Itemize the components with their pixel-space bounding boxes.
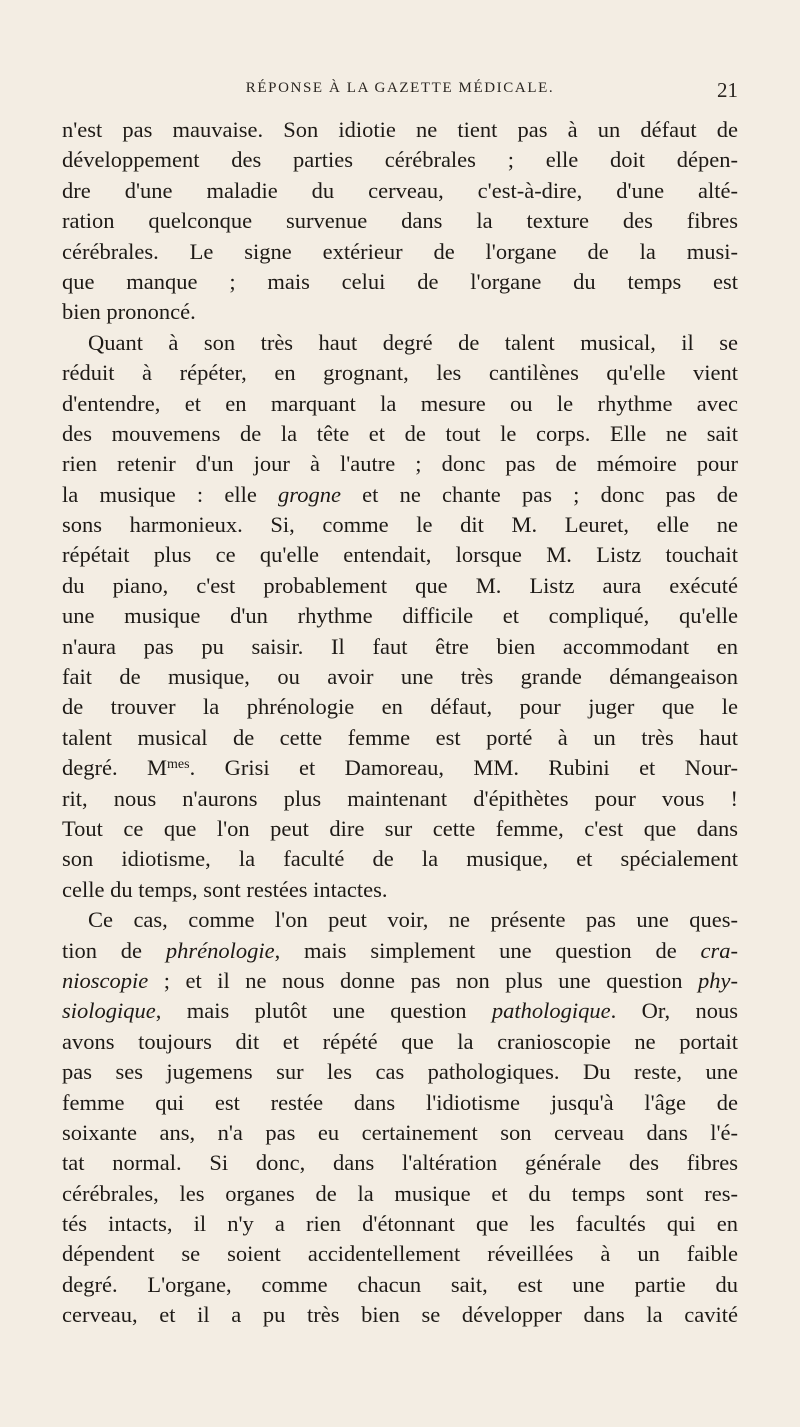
- italic-word: phrénologie: [165, 937, 275, 963]
- text-line: pas ses jugemens sur les cas pathologiques. Du reste, une: [62, 1059, 738, 1085]
- text-line: ration quelconque survenue dans la texture des fibres: [62, 208, 738, 234]
- superscript: mes: [167, 757, 190, 773]
- text-line: nioscopie ; et il ne nous donne pas non plus une question phy-: [62, 967, 738, 993]
- running-head: [62, 80, 738, 110]
- text-line: tion de phrénologie, mais simplement une question de cra-: [62, 937, 738, 963]
- italic-word: nioscopie: [62, 967, 149, 993]
- text-line: cerveau, et il a pu très bien se développer dans la cavité: [62, 1302, 738, 1328]
- text-line: talent musical de cette femme est porté à un très haut: [62, 724, 738, 750]
- text-line: tat normal. Si donc, dans l'altération générale des fibres: [62, 1150, 738, 1176]
- text-line: bien prononcé.: [62, 299, 196, 325]
- paragraph-start: Ce cas, comme l'on peut voir, ne présente pas une ques-: [88, 907, 738, 933]
- text-line: sons harmonieux. Si, comme le dit M. Leuret, elle ne: [62, 512, 738, 538]
- text-line: degré. L'organe, comme chacun sait, est une partie du: [62, 1271, 738, 1297]
- italic-word: siologique: [62, 998, 156, 1024]
- running-title: RÉPONSE À LA GAZETTE MÉDICALE.: [245, 80, 555, 96]
- text-line: celle du temps, sont restées intactes.: [62, 876, 388, 902]
- text-line: d'entendre, et en marquant la mesure ou le rhythme avec: [62, 390, 738, 416]
- italic-word: pathologique: [491, 998, 611, 1024]
- text-line: n'est pas mauvaise. Son idiotie ne tient pas à un défaut de: [62, 117, 738, 142]
- text-line: développement des parties cérébrales ; elle doit dépen-: [62, 147, 738, 173]
- text-line: Tout ce que l'on peut dire sur cette femme, c'est que dans: [62, 815, 738, 841]
- italic-word: phy-: [698, 967, 738, 993]
- text-line: répétait plus ce qu'elle entendait, lorsque M. Listz touchait: [62, 542, 738, 568]
- text-line: son idiotisme, la faculté de la musique, et spécialement: [62, 846, 738, 872]
- text-line: cérébrales. Le signe extérieur de l'organe de la musi-: [62, 238, 738, 264]
- italic-word: cra-: [700, 937, 738, 963]
- text-line: fait de musique, ou avoir une très grande démangeaison: [62, 664, 738, 690]
- text-line: du piano, c'est probablement que M. Listz aura exécuté: [62, 572, 738, 598]
- text-line: soixante ans, n'a pas eu certainement son cerveau dans l'é-: [62, 1119, 738, 1145]
- text-line: de trouver la phrénologie en défaut, pour juger que le: [62, 694, 738, 720]
- page-number: 21: [717, 78, 738, 102]
- italic-word: grogne: [278, 481, 341, 507]
- text-line: rien retenir d'un jour à l'autre ; donc pas de mémoire pour: [62, 451, 738, 477]
- text-line: la musique : elle grogne et ne chante pas ; donc pas de: [62, 481, 738, 507]
- text-line: tés intacts, il n'y a rien d'étonnant que les facultés qui en: [62, 1211, 738, 1237]
- text-line: que manque ; mais celui de l'organe du temps est: [62, 268, 738, 294]
- paragraph-start: Quant à son très haut degré de talent musical, il se: [88, 329, 738, 355]
- text-line: rit, nous n'aurons plus maintenant d'épithètes pour vous !: [62, 785, 738, 811]
- text-line: des mouvemens de la tête et de tout le corps. Elle ne sait: [62, 420, 738, 446]
- text-line: dépendent se soient accidentellement réveillées à un faible: [62, 1241, 738, 1267]
- text-line: degré. $M^{mes}$. Grisi et Damoreau, MM. Rubini et Nour-: [62, 755, 738, 781]
- text-line: une musique d'un rhythme difficile et compliqué, qu'elle: [62, 603, 738, 629]
- text-line: femme qui est restée dans l'idiotisme jusqu'à l'âge de: [62, 1089, 738, 1115]
- text-line: dre d'une maladie du cerveau, c'est-à-dire, d'une alté-: [62, 177, 738, 203]
- text-line: avons toujours dit et répété que la cranioscopie ne portait: [62, 1028, 738, 1054]
- text-line: n'aura pas pu saisir. Il faut être bien accommodant en: [62, 633, 738, 659]
- text-line: siologique, mais plutôt une question pathologique. Or, nous: [62, 998, 738, 1024]
- text-line: cérébrales, les organes de la musique et du temps sont res-: [62, 1180, 738, 1206]
- body-text: [62, 115, 738, 1331]
- text-line: réduit à répéter, en grognant, les cantilènes qu'elle vient: [62, 360, 738, 386]
